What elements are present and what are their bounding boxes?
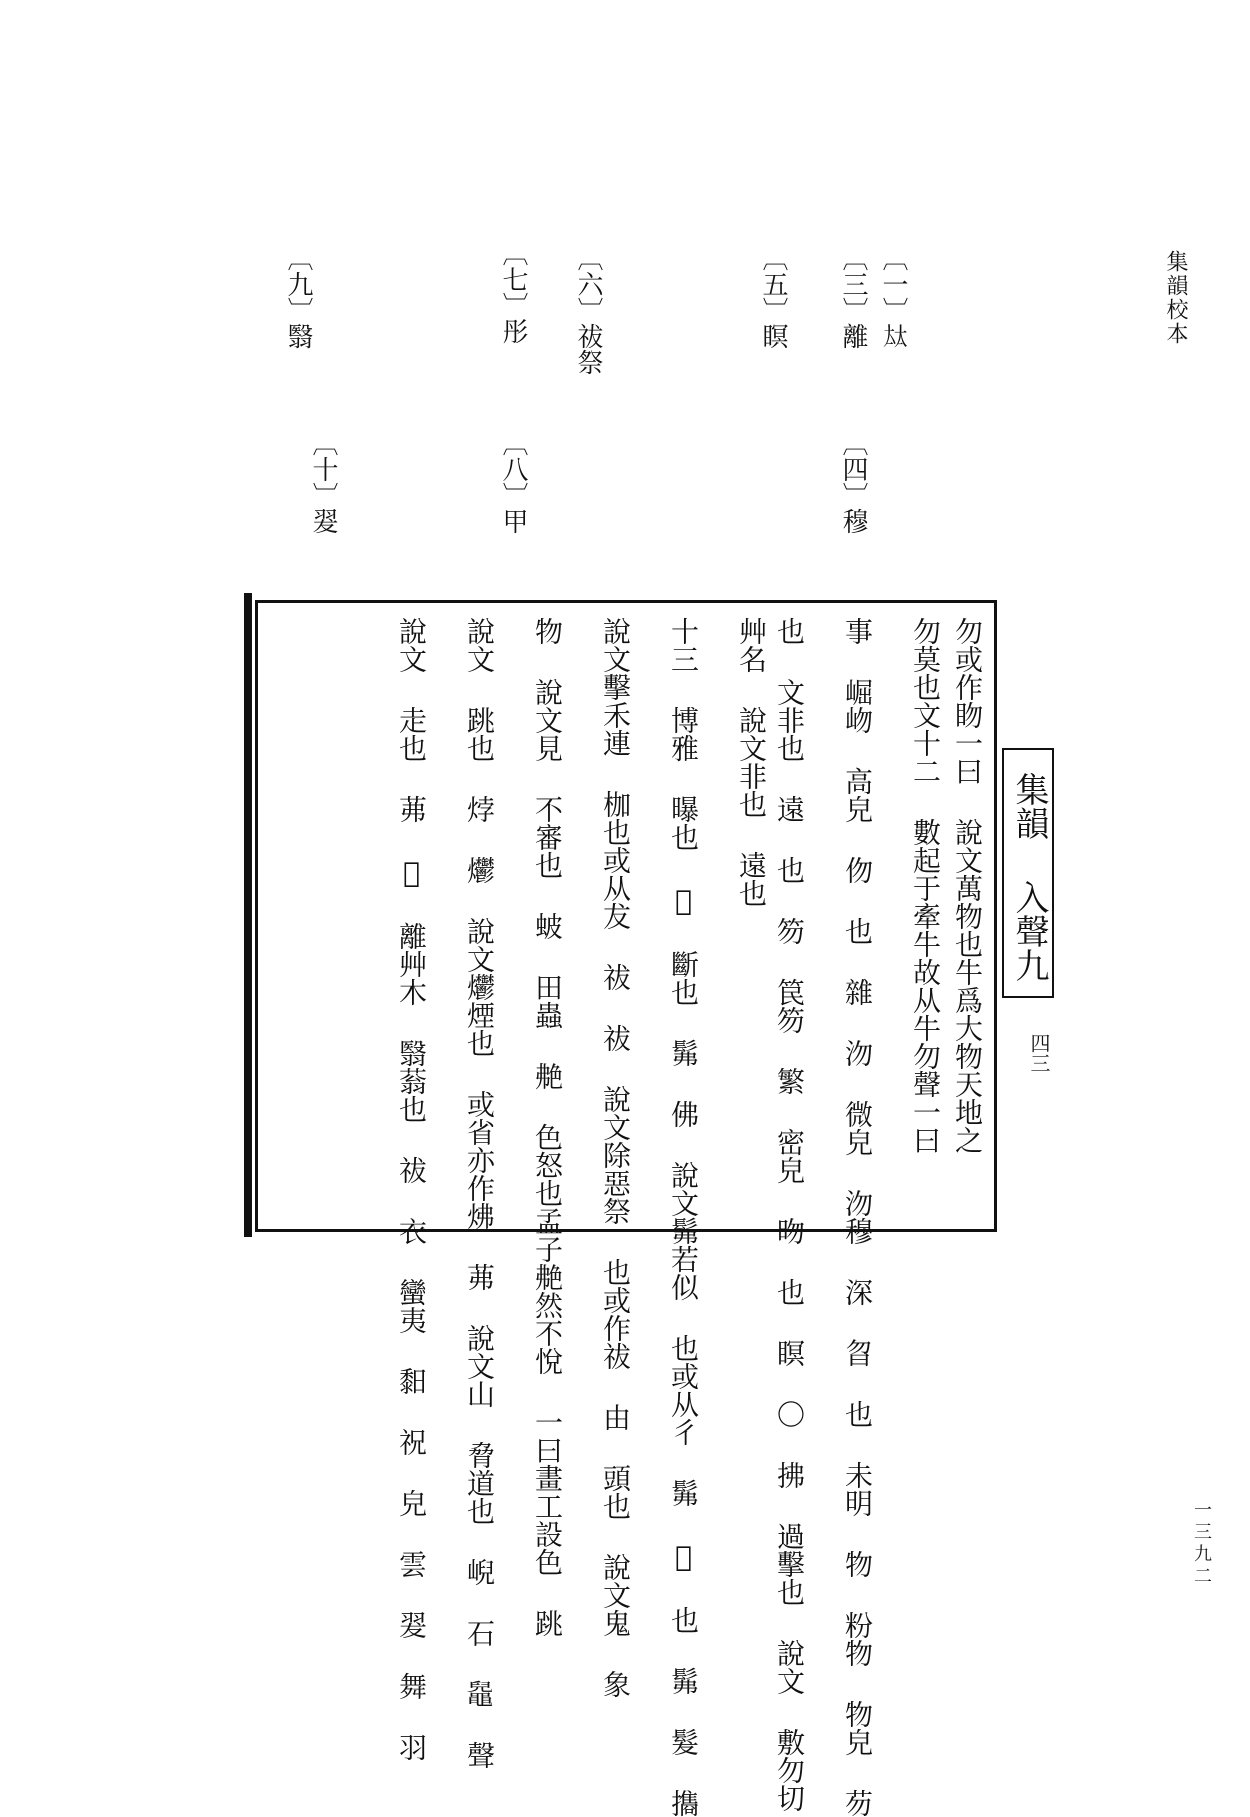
text-column: 艸名 說文非也 遠也: [735, 617, 768, 907]
note-marker: 〔十〕: [308, 430, 338, 508]
block-header: 集韻 入聲九: [1002, 748, 1054, 998]
collation-note: [305, 430, 342, 534]
note-marker: 〔四〕: [838, 430, 868, 508]
note-marker: 〔三〕: [838, 245, 868, 323]
text-column: 勿或作䀛一曰 說文萬物也牛爲大物天地之: [951, 617, 984, 1154]
note-marker: 〔八〕: [498, 430, 528, 508]
note-text: 彤: [498, 318, 528, 344]
woodblock-page: [255, 600, 1051, 1817]
note-marker: 〔九〕: [283, 245, 313, 323]
note-text: 穆: [838, 508, 868, 534]
page-number: 一三九二: [1191, 1500, 1212, 1588]
note-text: 翳: [283, 323, 313, 349]
text-column: 說文 走也 茀 𦭞 離艸木 翳蓊也 祓 衣 蠻夷 䵒 祝 皃 雲 翇 舞 羽: [395, 617, 428, 1761]
collation-note: [835, 430, 872, 534]
collation-note: [495, 430, 532, 534]
collation-note: [835, 245, 872, 349]
text-column: 事 崛岉 高皃 伆 也 雜 沕 微皃 沕穆 深 㫚 也 未明 物 粉物 物皃 芴: [841, 617, 874, 1817]
note-text: 祓祭: [573, 323, 603, 375]
collation-note: [755, 245, 792, 349]
text-column: 十三 博雅 曝也 𠜂 斷也 髴 佛 說文髴若似 也或从彳 髴 𩬾 也 髴 髮 㩦: [667, 617, 700, 1817]
note-text: 甲: [498, 508, 528, 534]
note-text: 瞑: [758, 323, 788, 349]
note-marker: 〔五〕: [758, 245, 788, 323]
text-column: 說文 跳也 㶿 爩 說文爩煙也 或省亦作炥 茀 說文山 脅道也 𡸣 石 𪓬 聲: [463, 617, 496, 1769]
collation-note: [875, 245, 912, 349]
collation-note: [570, 245, 607, 375]
text-column: 也 文非也 遠 也 笏 笢笏 繁 密皃 昒 也 瞑 〇 拂 過擊也 說文 敷勿切: [773, 617, 806, 1812]
fold-mark: 四三: [1027, 1033, 1051, 1073]
text-column: 說文擊禾連 枷也或从犮 祓 祓 說文除惡祭 也或作祓 由 頭也 說文鬼 象: [599, 617, 632, 1698]
text-column: 勿莫也文十二 數起于牽牛故从牛勿聲一曰: [909, 617, 942, 1154]
running-title: 集韻校本: [1163, 250, 1188, 346]
note-marker: 〔七〕: [498, 240, 528, 318]
note-text: 離: [838, 323, 868, 349]
collation-note: [495, 240, 532, 344]
note-marker: 〔六〕: [573, 245, 603, 323]
note-marker: 〔一〕: [878, 245, 908, 323]
note-text: 翇: [308, 508, 338, 534]
note-text: 𡘋: [878, 323, 908, 349]
text-column: 物 說文見 不審也 蚾 田蟲 艴 色怒也孟子艴然不悅 一曰畫工設色 跳: [531, 617, 564, 1637]
collation-note: [280, 245, 317, 349]
